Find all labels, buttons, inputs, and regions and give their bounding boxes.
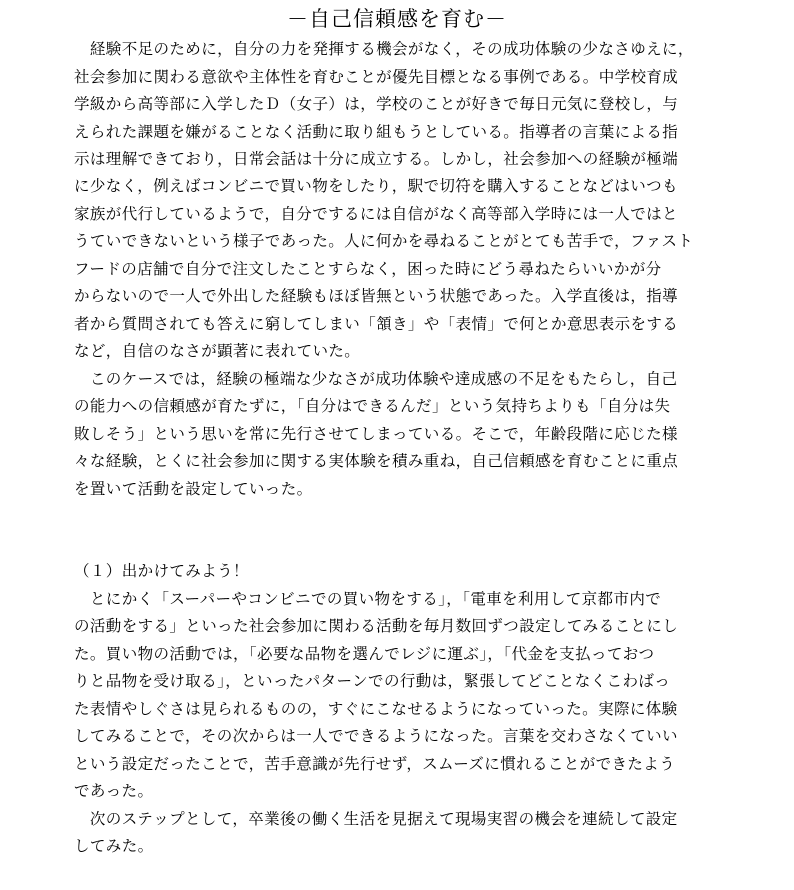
text-line: 学級から高等部に入学したＤ（女子）は，学校のことが好きで毎日元気に登校し，与 [74, 95, 679, 113]
text-line: 経験不足のために，自分の力を発揮する機会がなく，その成功体験の少なさゆえに， [74, 40, 694, 58]
text-line: 次のステップとして，卒業後の働く生活を見据えて現場実習の機会を連続して設定 [74, 810, 678, 828]
text-line: であった。 [74, 782, 154, 800]
text-line: 敗しそう」という思いを常に先行させてしまっている。そこで，年齢段階に応じた様 [74, 425, 678, 443]
text-line: とにかく「スーパーやコンビニでの買い物をする」，「電車を利用して京都市内で [74, 590, 662, 608]
text-line: の能力への信頼感が育たずに，「自分はできるんだ」という気持ちよりも「自分は失 [74, 397, 671, 415]
text-line: りと品物を受け取る」，といったパターンでの行動は，緊張してどことなくこわばっ [74, 672, 671, 690]
text-line: という設定だったことで，苦手意識が先行せず，スムーズに慣れることができたよう [74, 755, 676, 773]
text-line: に少なく，例えばコンビニで買い物をしたり，駅で切符を購入することなどはいつも [74, 177, 678, 195]
text-line: 社会参加に関わる意欲や主体性を育むことが優先目標となる事例である。中学校育成 [74, 68, 679, 86]
text-line: してみることで，その次からは一人でできるようになった。言葉を交わさなくていい [74, 727, 678, 745]
text-line: うていできないという様子であった。人に何かを尋ねることがとても苦手で，ファスト [74, 232, 694, 250]
text-line: 家族が代行しているようで，自分でするには自信がなく高等部入学時には一人ではと [74, 205, 678, 223]
section-heading: （１）出かけてみよう！ [74, 562, 249, 580]
text-line: してみた。 [74, 837, 154, 855]
text-line: など，自信のなさが顕著に表れていた。 [74, 342, 361, 360]
text-line: 示は理解できており，日常会話は十分に成立する。しかし，社会参加への経験が極端 [74, 150, 679, 168]
text-line: このケースでは，経験の極端な少なさが成功体験や達成感の不足をもたらし，自己 [74, 370, 678, 388]
text-line: 々な経験，とくに社会参加に関する実体験を積み重ね，自己信頼感を育むことに重点 [74, 452, 679, 470]
text-line: た表情やしぐさは見られるものの，すぐにこなせるようになっていった。実際に体験 [74, 700, 678, 718]
text-line: からないので一人で外出した経験もほぼ皆無という状態であった。入学直後は，指導 [74, 287, 679, 305]
text-line: フードの店舗で自分で注文したことすらなく，困った時にどう尋ねたらいいかが分 [74, 260, 662, 278]
text-line: を置いて活動を設定していった。 [74, 480, 313, 498]
text-line: 者から質問されても答えに窮してしまい「頷き」や「表情」で何とか意思表示をする [74, 315, 679, 333]
text-line: た。買い物の活動では，「必要な品物を選んでレジに運ぶ」，「代金を支払っておつ [74, 645, 655, 663]
text-line: の活動をする」といった社会参加に関わる活動を毎月数回ずつ設定してみることにし [74, 617, 679, 635]
document-title: －自己信頼感を育む－ [287, 7, 507, 31]
text-line: えられた課題を嫌がることなく活動に取り組もうとしている。指導者の言葉による指 [74, 123, 679, 141]
